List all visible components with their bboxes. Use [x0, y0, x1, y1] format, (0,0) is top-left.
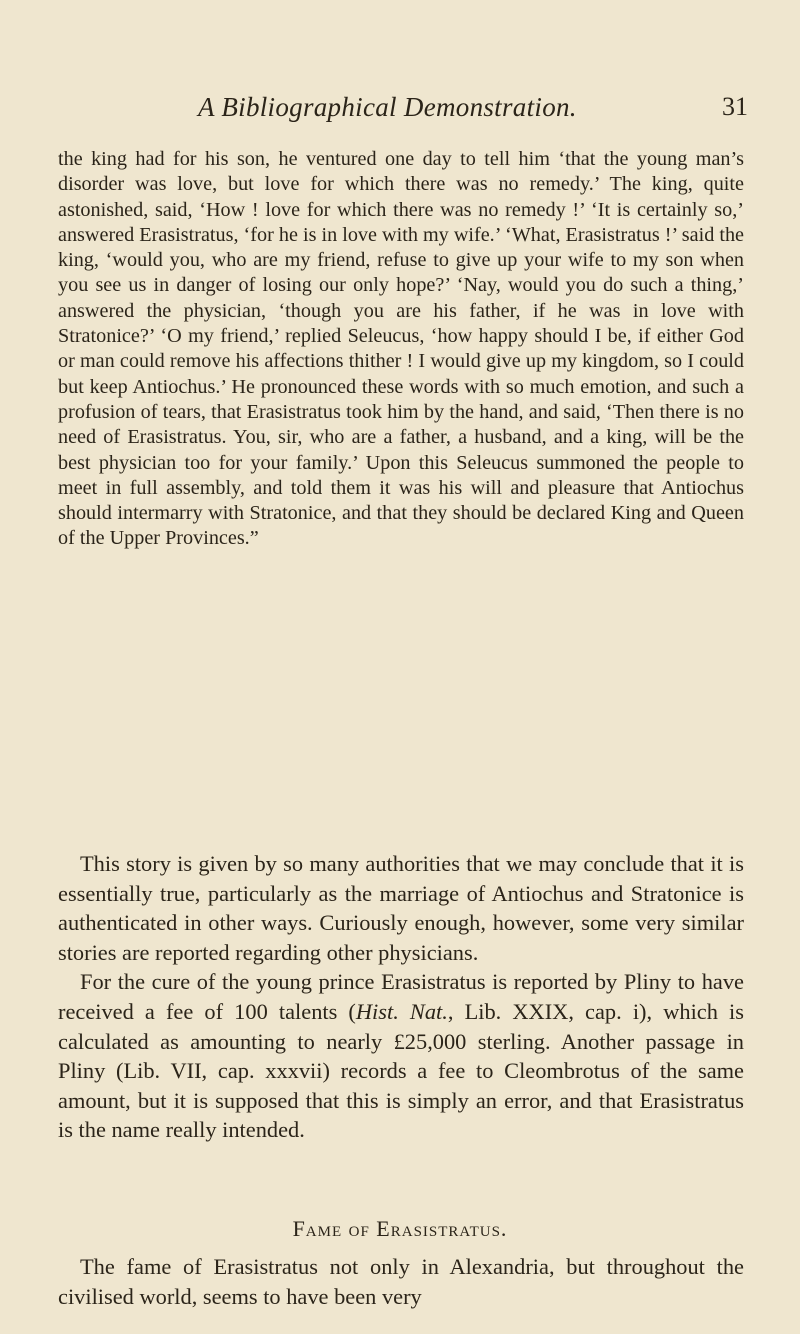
fee-text-after: , Lib. XXIX, cap. i), which is calculated as amounting to nearly £25,000 sterling. Another passage in Pliny (Lib. VII, cap. xxxvii) records a fee to Cleombrotus of the same amount, but it is supposed that this is simply an error, and that Erasistratus is the name really intended.: [58, 998, 744, 1143]
running-head: [0, 92, 800, 132]
paragraph-fee: [58, 967, 744, 1145]
paragraph-fame: The fame of Erasistratus not only in Alexandria, but throughout the civilised world, seems to have been very: [58, 1254, 744, 1309]
page-number: 31: [722, 92, 748, 121]
closing-text: [58, 1252, 744, 1311]
section-heading: Fame of Erasistratus.: [292, 1216, 508, 1241]
main-text: [58, 849, 744, 1145]
paragraph-authorities: This story is given by so many authorities that we may conclude that it is essentially true, particularly as the marriage of Antiochus and Stratonice is authenticated in other ways. Curiously enough, however, some very similar stories are reported regarding other physicians.: [58, 851, 744, 965]
quote-paragraph: the king had for his son, he ventured one day to tell him ‘that the young man’s disorder was love, but love for which there was no remedy.’ The king, quite astonished, said, ‘How ! love for which there was no remedy !’ ‘It is certainly so,’ answered Erasistratus, ‘for he is in love with my wife.’ ‘What, Erasistratus !’ said the king, ‘would you, who are my friend, refuse to give up your wife to my son when you see us in danger of losing our only hope?’ ‘Nay, would you do such a thing,’ answered the physician, ‘though you are his father, if he was in love with Stratonice?’ ‘O my friend,’ replied Seleucus, ‘how happy should I be, if either God or man could remove his affections thither ! I would give up my kingdom, so I could but keep Antiochus.’ He pronounced these words with so much emotion, and such a profusion of tears, that Erasistratus took him by the hand, and said, ‘Then there is no need of Erasistratus. You, sir, who are a father, a husband, and a king, will be the best physician too for your family.’ Upon this Seleucus summoned the people to meet in full assembly, and told them it was his will and pleasure that Antiochus should intermarry with Stratonice, and that they should be declared King and Queen of the Upper Provinces.”: [58, 148, 744, 550]
quoted-passage: [58, 147, 744, 552]
running-title: A Bibliographical Demonstration.: [198, 92, 577, 122]
citation-hist-nat: Hist. Nat.: [355, 998, 448, 1024]
fee-text-before: For the cure of the young prince Erasistratus is reported by Pliny to have received a fee of 100 talents (: [58, 969, 744, 1024]
